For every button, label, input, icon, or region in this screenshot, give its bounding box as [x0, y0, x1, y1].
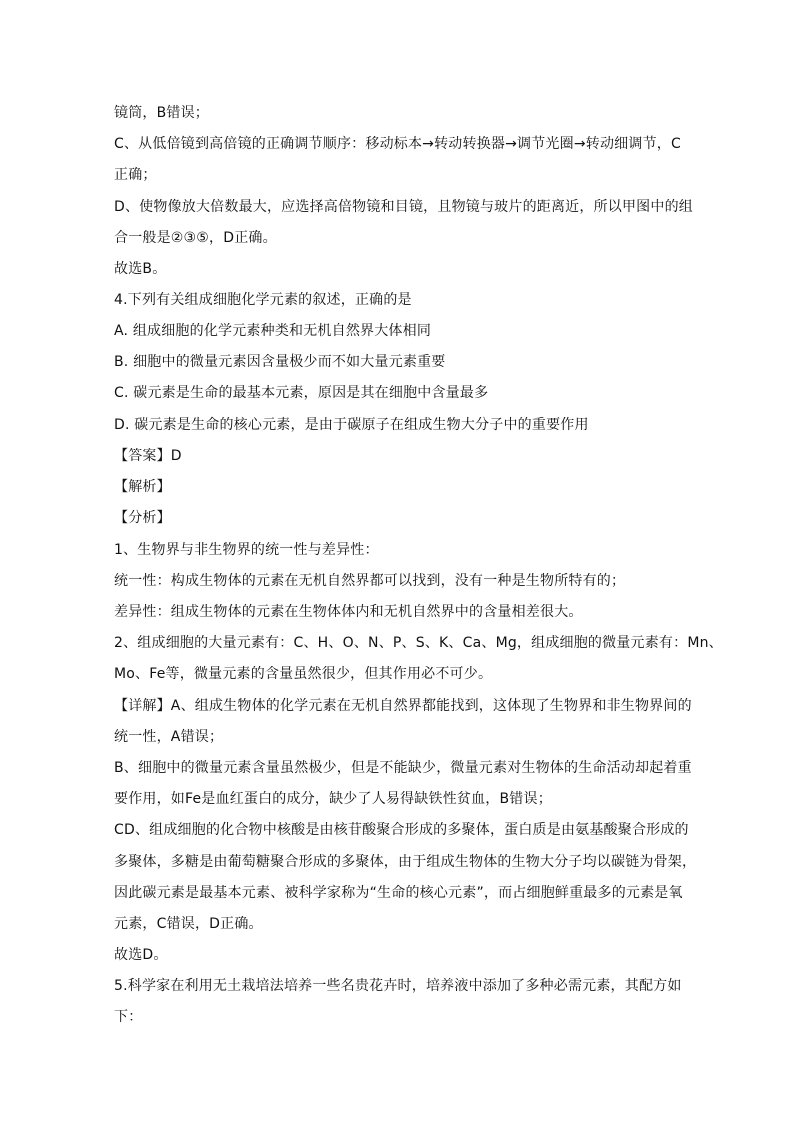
- text-line: 因此碳元素是最基本元素、被科学家称为“生命的核心元素”，而占细胞鲜重最多的元素是氧: [114, 885, 683, 901]
- option-b: B. 细胞中的微量元素因含量极少而不如大量元素重要: [114, 354, 446, 370]
- text-line: B、细胞中的微量元素含量虽然极少，但是不能缺少，微量元素对生物体的生命活动却起着重: [114, 760, 692, 776]
- text-line: D、使物像放大倍数最大，应选择高倍物镜和目镜，且物镜与玻片的距离近，所以甲图中的组: [114, 199, 693, 215]
- text-line: C、从低倍镜到高倍镜的正确调节顺序：移动标本→转动转换器→调节光圈→转动细调节，C: [114, 136, 681, 152]
- question-title: 4.下列有关组成细胞化学元素的叙述，正确的是: [114, 292, 412, 308]
- text-line: 故选D。: [114, 947, 168, 963]
- text-line: CD、组成细胞的化合物中核酸是由核苷酸聚合形成的多聚体，蛋白质是由氨基酸聚合形成的: [114, 822, 689, 838]
- text-line: 故选B。: [114, 261, 167, 277]
- text-line: 统一性，A错误；: [114, 729, 224, 745]
- text-line: 差异性：组成生物体的元素在生物体体内和无机自然界中的含量相差很大。: [114, 604, 583, 620]
- answer-label: 【答案】D: [114, 448, 182, 464]
- option-d: D. 碳元素是生命的核心元素，是由于碳原子在组成生物大分子中的重要作用: [114, 417, 589, 433]
- option-c: C. 碳元素是生命的最基本元素，原因是其在细胞中含量最多: [114, 385, 489, 401]
- text-line: 1、生物界与非生物界的统一性与差异性：: [114, 542, 379, 558]
- text-line: 正确；: [114, 167, 157, 183]
- text-line: 多聚体，多糖是由葡萄糖聚合形成的多聚体，由于组成生物体的生物大分子均以碳链为骨架，: [114, 854, 697, 870]
- analysis-label: 【解析】: [114, 479, 171, 495]
- question-title: 5.科学家在利用无土栽培法培养一些名贵花卉时，培养液中添加了多种必需元素，其配方如: [114, 978, 682, 994]
- text-line: 2、组成细胞的大量元素有：C、H、O、N、P、S、K、Ca、Mg，组成细胞的微量元素有：Mn、: [114, 635, 723, 651]
- text-line: 合一般是②③⑤，D正确。: [114, 230, 277, 246]
- text-line: 统一性：构成生物体的元素在无机自然界都可以找到，没有一种是生物所特有的；: [114, 573, 626, 589]
- option-a: A. 组成细胞的化学元素种类和无机自然界大体相同: [114, 323, 432, 339]
- detail-section: 【详解】A、组成生物体的化学元素在无机自然界都能找到，这体现了生物界和非生物界间的: [114, 698, 692, 714]
- text-line: 要作用，如Fe是血红蛋白的成分，缺少了人易得缺铁性贫血，B错误；: [114, 791, 552, 807]
- text-line: 元素，C错误，D正确。: [114, 916, 263, 932]
- analysis-section: 【分析】: [114, 510, 171, 526]
- text-line: 镜筒，B错误；: [114, 105, 210, 121]
- text-line: Mo、Fe等，微量元素的含量虽然很少，但其作用必不可少。: [114, 666, 493, 682]
- text-line: 下：: [114, 1009, 143, 1025]
